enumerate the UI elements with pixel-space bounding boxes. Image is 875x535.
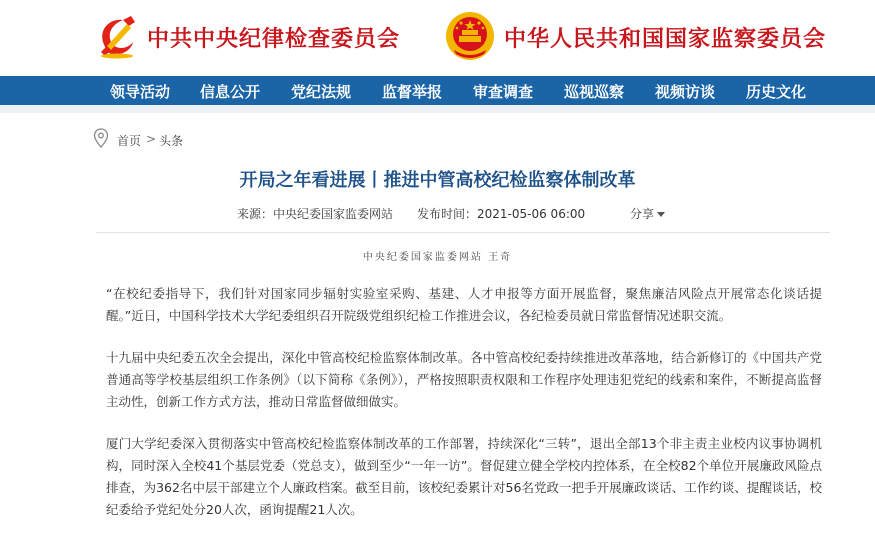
national-emblem-icon (444, 10, 496, 62)
share-button[interactable] (630, 205, 665, 222)
article-publish-time: 发布时间：2021-05-06 06:00 (417, 207, 586, 221)
share-label: 分享 (630, 207, 655, 221)
nav-item-investigation[interactable]: 审查调查 (473, 83, 534, 101)
site-header (0, 0, 875, 76)
article-title: 开局之年看进展丨推进中管高校纪检监察体制改革 (239, 170, 636, 191)
breadcrumb-home-link[interactable]: 首页 (117, 134, 142, 148)
hammer-sickle-icon (93, 12, 141, 60)
party-name: 中共中央纪律检查委员会 (147, 26, 401, 52)
article-source: 来源：中央纪委国家监委网站 (237, 207, 394, 221)
chevron-down-icon (657, 212, 665, 217)
breadcrumb-separator: > (146, 132, 157, 146)
breadcrumb-current-link[interactable]: 头条 (159, 134, 184, 148)
nav-item-regulations[interactable]: 党纪法规 (291, 83, 352, 101)
nav-item-report[interactable]: 监督举报 (382, 83, 443, 101)
nav-item-inspection[interactable]: 巡视巡察 (564, 83, 625, 101)
article-paragraph-3: 厦门大学纪委深入贯彻落实中管高校纪检监察体制改革的工作部署，持续深化“三转”，退出全部13个非主责主业校内议事协调机构，同时深入全校41个基层党委（党总支），做到至少“一年一访”。督促建立健全学校内控体系，在全校82个单位开展廉政风险点排查，为362名中层干部建立个人廉政档案。截至目前，该校纪委累计对56名党政一把手开展廉政谈话、工作约谈、提醒谈话，校纪委给予党纪处分20人次，函询提醒21人次。 (106, 436, 822, 517)
main-nav (0, 76, 875, 105)
location-pin-icon (93, 128, 109, 148)
section-divider (0, 105, 875, 113)
meta-divider (96, 232, 830, 233)
nav-item-leadership[interactable]: 领导活动 (110, 83, 171, 101)
nav-item-video[interactable]: 视频访谈 (655, 83, 716, 101)
article-byline: 中央纪委国家监委网站 王奇 (362, 252, 513, 263)
nav-item-history[interactable]: 历史文化 (746, 83, 807, 101)
state-name: 中华人民共和国国家监察委员会 (504, 26, 827, 52)
article-paragraph-1: “在校纪委指导下，我们针对国家同步辐射实验室采购、基建、人才申报等方面开展监督，聚焦廉洁风险点开展常态化谈话提醒。”近日，中国科学技术大学纪委组织召开院级党组织纪检工作推进会议，各纪检委员就日常监督情况述职交流。 (106, 286, 822, 323)
nav-item-info-disclosure[interactable]: 信息公开 (200, 83, 261, 101)
article-paragraph-2: 十九届中央纪委五次全会提出，深化中管高校纪检监察体制改革。各中管高校纪委持续推进改革落地，结合新修订的《中国共产党普通高等学校基层组织工作条例》（以下简称《条例》），严格按照职责权限和工作程序处理违犯党纪的线索和案件，不断提高监督主动性，创新工作方式方法，推动日常监督做细做实。 (106, 350, 822, 409)
